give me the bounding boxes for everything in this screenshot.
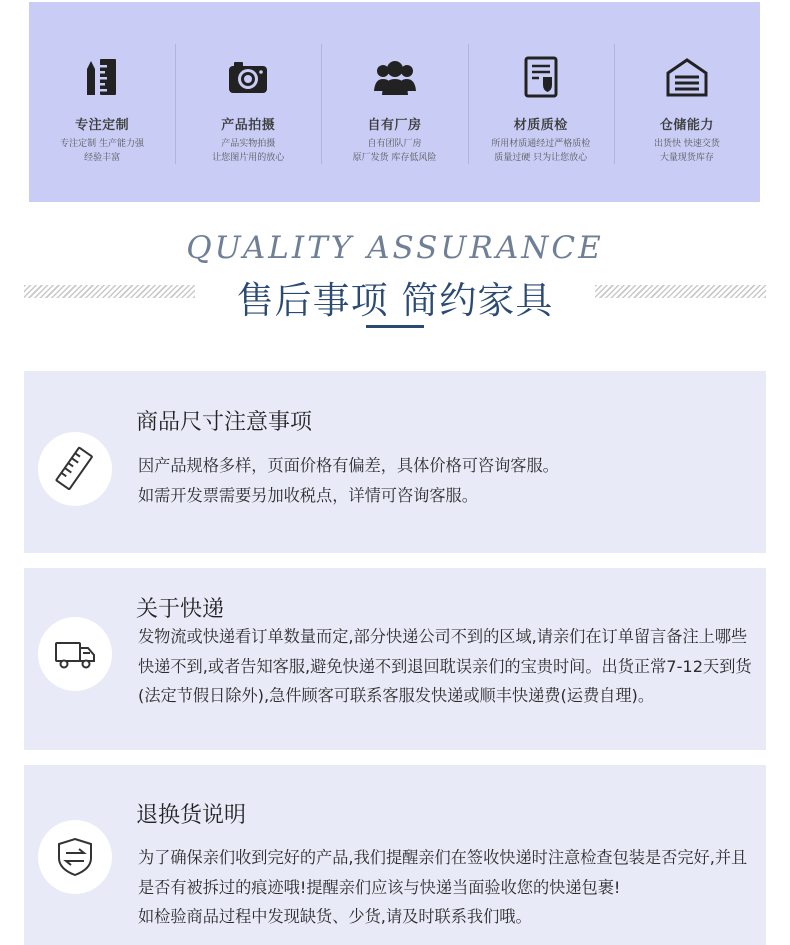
feature-title: 仓储能力 — [659, 118, 714, 133]
feature-desc: 自有团队厂房 原厂发货 库存低风险 — [352, 139, 437, 163]
ruler-icon — [38, 432, 112, 506]
feature-desc: 专注定制 生产能力强 经验丰富 — [60, 139, 145, 163]
feature-photo — [175, 2, 321, 202]
heading-english: QUALITY ASSURANCE — [186, 230, 604, 266]
feature-title: 自有厂房 — [367, 118, 422, 133]
heading-underline — [366, 325, 424, 328]
feature-title: 专注定制 — [75, 118, 130, 133]
card-line: 如需开发票需要另加收税点，详情可咨询客服。 — [138, 485, 478, 505]
card-body — [138, 622, 753, 711]
card-title: 关于快递 — [136, 597, 225, 622]
card-body — [138, 451, 753, 510]
truck-icon — [38, 617, 112, 691]
feature-quality — [468, 2, 614, 202]
warehouse-icon — [664, 54, 710, 100]
feature-desc: 产品实物拍摄 让您图片用的放心 — [212, 139, 285, 163]
notice-card-returns — [24, 765, 766, 945]
notice-card-size — [24, 371, 766, 553]
exchange-shield-icon — [38, 820, 112, 894]
feature-custom — [29, 2, 175, 202]
card-title: 商品尺寸注意事项 — [136, 410, 313, 435]
feature-factory — [321, 2, 467, 202]
heading-chinese: 售后事项 简约家具 — [236, 279, 554, 322]
card-title: 退换货说明 — [136, 803, 247, 828]
card-line: 如检验商品过程中发现缺货、少货,请及时联系我们哦。 — [138, 907, 532, 926]
camera-icon — [225, 54, 271, 100]
card-body — [138, 843, 753, 932]
tools-icon — [79, 54, 125, 100]
feature-title: 材质质检 — [513, 118, 568, 133]
feature-desc: 出货快 快速交货 大量现货库存 — [653, 139, 720, 163]
team-icon — [372, 54, 418, 100]
notice-card-shipping — [24, 568, 766, 750]
features-banner — [29, 2, 760, 202]
certificate-icon — [518, 54, 564, 100]
feature-storage — [614, 2, 760, 202]
card-line: 为了确保亲们收到完好的产品,我们提醒亲们在签收快递时注意检查包装是否完好,并且是否有被拆过的痕迹哦!提醒亲们应该与快递当面验收您的快递包裹! — [138, 848, 748, 897]
feature-desc: 所用材质通经过严格质检 质量过硬 只为让您放心 — [491, 139, 591, 163]
card-line: 因产品规格多样，页面价格有偏差，具体价格可咨询客服。 — [138, 456, 559, 475]
feature-title: 产品拍摄 — [221, 118, 276, 133]
card-line: 发物流或快递看订单数量而定,部分快递公司不到的区域,请亲们在订单留言备注上哪些快递不到,或者告知客服,避免快递不到退回耽误亲们的宝贵时间。出货正常7-12天到货(法定节假日除外),急件顾客可联系客服发快递或顺丰快递费(运费自理)。 — [138, 627, 752, 705]
